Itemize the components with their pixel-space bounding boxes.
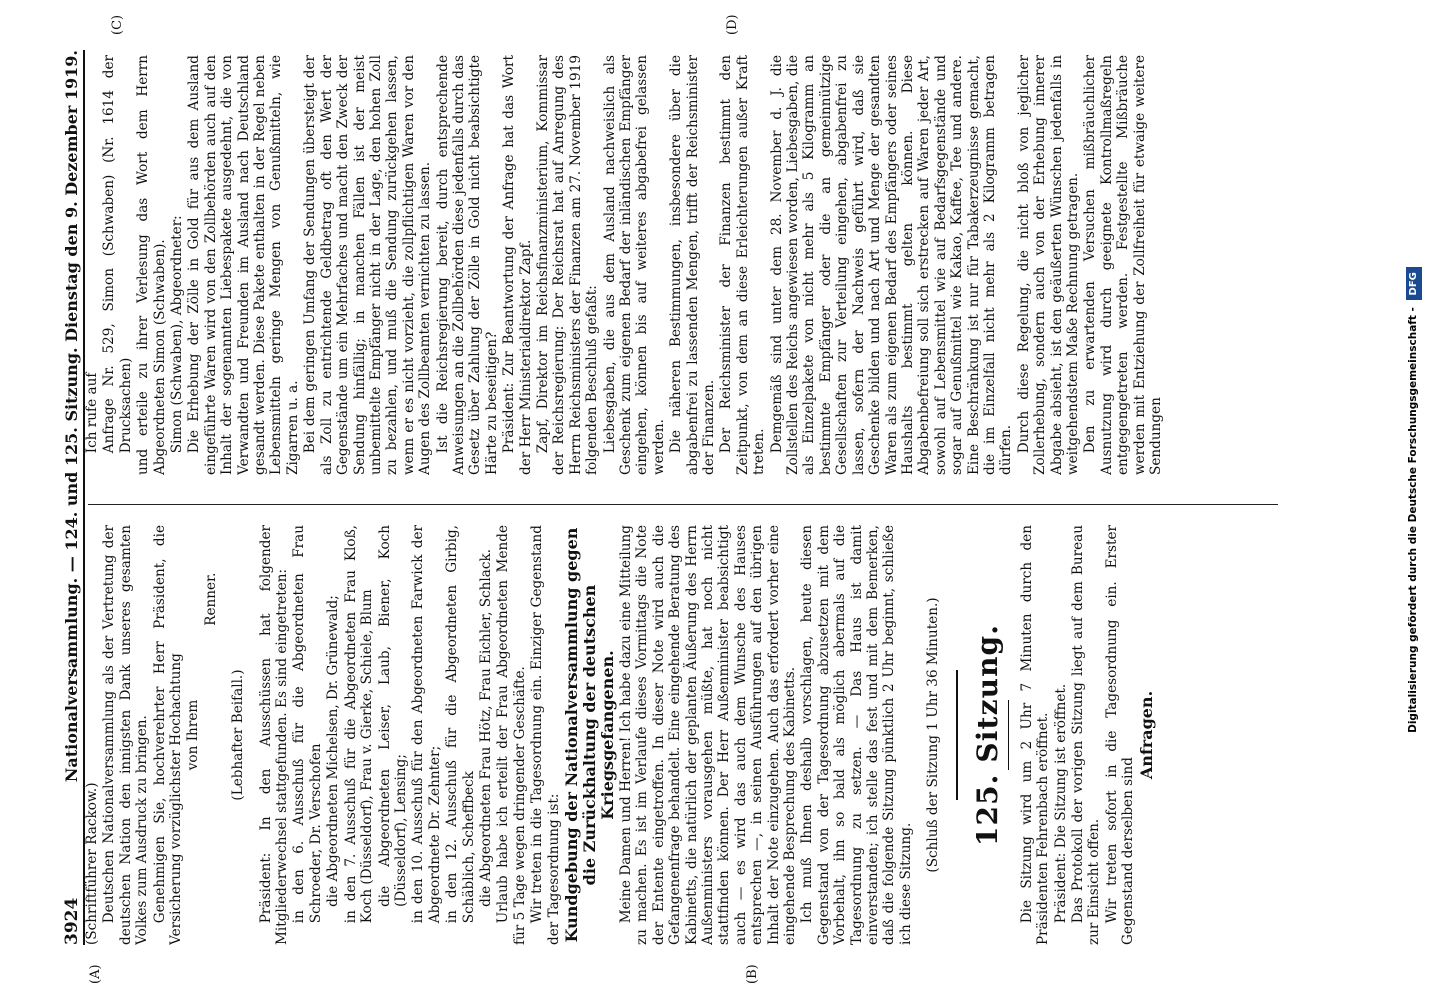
column-divider [88, 504, 1278, 505]
paragraph: Urlaub habe ich erteilt der Frau Abgeordneten Mende für 5 Tage wegen dringender Geschäfte. [495, 525, 528, 945]
paragraph: Bei dem geringen Umfang der Sendungen übersteigt der als Zoll zu entrichtende Geldbetrag oft den Wert der Gegenstände um ein Mehrfaches und macht den Zweck der Sendung hinfällig; in manchen Fällen ist der meist unbemittelte Empfänger nicht in der Lage, den hohen Zoll zu bezahlen, und muß die Sendung zurückgehen lassen, wenn er es nicht vorzieht, die zollpflichtigen Waren vor den Augen des Zollbeamten vernichten zu lassen. [302, 55, 434, 475]
paragraph: die Abgeordneten Leiser, Laub, Biener, Koch (Düsseldorf), Lensing; [376, 525, 409, 907]
paragraph: in den 6. Ausschuß für die Abgeordneten Frau Schroeder, Dr. Verschofen [291, 525, 324, 924]
margin-marker-b: (B) [745, 964, 760, 984]
paragraph: Präsident: Die Sitzung ist eröffnet. [1052, 683, 1069, 924]
paragraph: die Abgeordneten Frau Hötz, Frau Eichler, Schlack. [477, 548, 494, 907]
session-heading: 125. Sitzung. [970, 623, 1004, 847]
paragraph: Genehmigen Sie, hochverehrter Herr Präsident, die Versicherung vorzüglichster Hochachtung [151, 525, 185, 945]
paragraph: Liebesgaben, die aus dem Ausland nachweislich als Geschenk zum eigenen Bedarf der inländischen Empfänger eingehen, können bis auf weiteres abgabefrei gelassen werden. [601, 55, 667, 475]
margin-marker-c: (C) [110, 14, 125, 35]
paragraph: Durch diese Regelung, die nicht bloß von jeglicher Zollerhebung, sondern auch von der Erhebung innerer Abgabe absieht, ist den geäußerten Wünschen jedenfalls in weitgehendstem Maße Rechnung getragen. [1015, 55, 1081, 475]
paragraph: Wir treten sofort in die Tagesordnung ein. Erster Gegenstand derselben sind [1103, 525, 1137, 945]
speaker-line: Simon (Schwaben), Abgeordneter: [169, 215, 186, 454]
paragraph: Den zu erwartenden Versuchen mißbräuchlicher Ausnutzung wird durch geeignete Kontrollmaßregeln entgegengetreten werden. Festgestellte Mißbräuche werden mit Entziehung der Zollfreiheit für etwaige weitere Sendungen [1082, 55, 1164, 475]
speaker-note: (Schriftführer Rackow.) [84, 782, 100, 945]
paragraph: die Abgeordneten Michelsen, Dr. Grünewald; [325, 595, 342, 907]
paragraph: Präsident: Zur Beantwortung der Anfrage hat das Wort der Herr Ministerialdirektor Zapf. [501, 55, 534, 475]
signature: Renner. [202, 572, 219, 626]
paragraph: in den 10. Ausschuß für den Abgeordneten Farwick der Abgeordnete Dr. Zehnter; [410, 525, 443, 924]
header-title: Nationalversammlung. — 124. und 125. Sitzung. Dienstag den 9. Dezember 1919. [61, 50, 81, 783]
paragraph: Ich muß Ihnen deshalb vorschlagen, heute diesen Gegenstand von der Tagesordnung abzusetzen mit dem Vorbehalt, ihn so bald als möglich abermals auf die Tagesordnung zu setzen. — Das Haus ist damit einverstanden; ich stelle das fest und mit dem Bemerken, daß die folgende Sitzung pünktlich 2 Uhr beginnt, schließe ich diese Sitzung. [799, 525, 914, 945]
paragraph: Meine Damen und Herren! Ich habe dazu eine Mitteilung zu machen. Es ist im Verlaufe dieses Vormittags die Note der Entente eingetroffen. In dieser Note wird auch die Gefangenenfrage behandelt. Eine eingehende Beratung des Kabinetts, die natürlich der geplanten Äußerung des Herrn Außenministers vorausgehen müßte, hat noch nicht stattfinden können. Der Herr Außenminister beabsichtigt auch — es wird das auch dem Wunsche des Hauses entsprechen —, in seinen Ausführungen auf den übrigen Inhalt der Note einzugehen. Auch das erfordert vorher eine eingehende Besprechung des Kabinetts. [617, 525, 799, 945]
paragraph: Das Protokoll der vorigen Sitzung liegt auf dem Bureau zur Einsicht offen. [1069, 525, 1103, 945]
paragraph: Anfrage Nr. 529, Simon (Schwaben) (Nr. 1614 der Drucksachen) [101, 55, 134, 454]
footer-text: Digitalisierung gefördert durch die Deutsche Forschungsgemeinschaft - [1407, 307, 1419, 733]
paragraph: in den 7. Ausschuß für die Abgeordneten Frau Kloß, Koch (Düsseldorf), Frau v. Gierke, Schiele, Blum [342, 525, 376, 924]
right-column [84, 55, 1354, 475]
margin-marker-d: (D) [725, 14, 740, 35]
left-column [84, 525, 1354, 945]
paragraph: Der Reichsminister der Finanzen bestimmt den Zeitpunkt, von dem an diese Erleichterungen außer Kraft treten. [718, 55, 768, 475]
page-header [50, 50, 85, 945]
applause-note: (Lebhafter Beifall.) [230, 669, 247, 801]
paragraph: Wir treten in die Tagesordnung ein. Einziger Gegenstand der Tagesordnung ist: [529, 525, 562, 945]
margin-marker-a: (A) [88, 964, 103, 984]
paragraph: Deutschen Nationalversammlung als der Vertretung der deutschen Nation den innigsten Dank unseres gesamten Volkes zum Ausdruck zu bringen. [101, 525, 151, 945]
section-heading: Anfragen. [1136, 690, 1156, 780]
dfg-logo: DFG [1406, 267, 1422, 300]
digitization-footer [1405, 16, 1422, 984]
paragraph: Demgemäß sind unter dem 28. November d. J. die Zollstellen des Reichs angewiesen worden, Liebesgaben, die als Einzelpakete von nicht mehr als 5 Kilogramm an bestimmte Empfänger oder die an gemeinnützige Gesellschaften zur Verteilung eingehen, abgabenfrei zu lassen, sofern der Nachweis geführt wird, daß sie Geschenke bilden und nach Art und Menge der gesandten Waren als zum eigenen Bedarf des Empfängers oder seines Haushalts bestimmt gelten können. Diese Abgabenbefreiung soll sich erstrecken auf Waren jeder Art, sowohl auf Lebensmittel wie auf Bedarfsgegenstände und sogar auf Genußmittel wie Kakao, Kaffee, Tee und andere. Eine Beschränkung ist nur für Tabakerzeugnisse gemacht, die im Einzelfall nicht mehr als 2 Kilogramm betragen dürfen. [768, 55, 1015, 475]
paragraph: Ist die Reichsregierung bereit, durch entsprechende Anweisungen an die Zollbehörden diese jedenfalls durch das Gesetz über Zahlung der Zölle in Gold nicht beabsichtigte Härte zu beseitigen? [434, 55, 500, 475]
paragraph: Die Erhebung der Zölle in Gold für aus dem Ausland eingeführte Waren wird von den Zollbehörden auch auf den Inhalt der sogenannten Liebespakete ausgedehnt, die von Verwandten und Freunden im Ausland nach Deutschland gesandt werden. Diese Pakete enthalten in der Regel neben Lebensmitteln geringe Mengen von Genußmitteln, wie Zigarren u. a. [186, 55, 301, 475]
page-number: 3924 [61, 897, 82, 945]
paragraph: und erteile zu ihrer Verlesung das Wort dem Herrn Abgeordneten Simon (Schwaben). [135, 55, 168, 475]
session-close-note: (Schluß der Sitzung 1 Uhr 36 Minuten.) [925, 597, 942, 873]
paragraph: Zapf, Direktor im Reichsfinanzministerium, Kommissar der Reichsregierung: Der Reichsrat hat auf Anregung des Herrn Reichsministers der Finanzen am 27. November 1919 folgenden Beschluß gefaßt: [534, 55, 601, 475]
separator-rule [956, 670, 958, 800]
section-heading: Kundgebung der Nationalversammlung gegen die Zurückhaltung der deutschen Kriegsgefangenen. [561, 527, 617, 943]
paragraph: Die Sitzung wird um 2 Uhr 7 Minuten durch den Präsidenten Fehrenbach eröffnet. [1018, 525, 1052, 945]
paragraph: Ich rufe auf [84, 372, 100, 454]
separator-rule-short [1008, 700, 1009, 770]
paragraph: in den 12. Ausschuß für die Abgeordneten Girbig, Schäblich, Scheffbeck [444, 525, 477, 924]
paragraph: Präsident: In den Ausschüssen hat folgender Mitgliederwechsel stattgefunden. Es sind eingetreten: [257, 525, 291, 945]
paragraph: von Ihrem [185, 699, 202, 771]
paragraph: Die näheren Bestimmungen, insbesondere über die abgabenfrei zu lassenden Mengen, trifft der Reichsminister der Finanzen. [668, 55, 718, 475]
